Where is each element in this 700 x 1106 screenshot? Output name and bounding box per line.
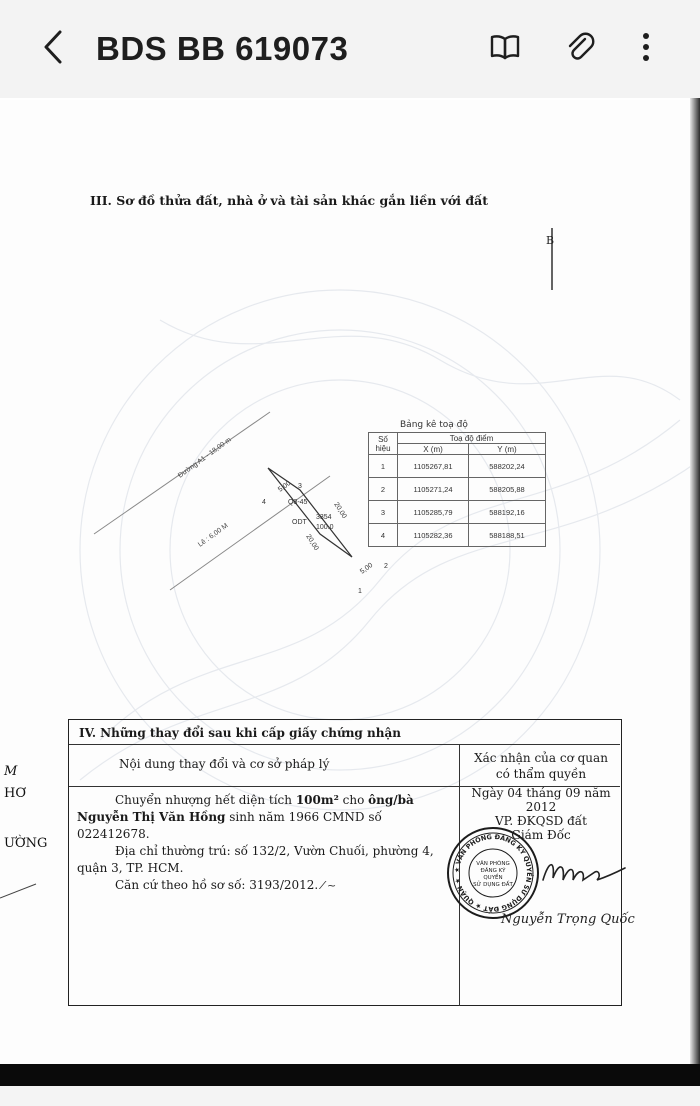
table-header-row — [369, 433, 546, 444]
director-signature — [539, 850, 629, 894]
margin-fragment-3: ƯỜNG — [4, 836, 48, 851]
section-4-table — [68, 719, 635, 1006]
attach-button[interactable] — [557, 26, 603, 72]
section-3-heading: III. Sơ đồ thửa đất, nhà ở và tài sản khác gắn liền với đất — [90, 193, 488, 208]
confirmation-date: Ngày 04 tháng 09 năm 2012 — [471, 786, 611, 814]
change-line-1 — [77, 792, 457, 843]
margin-fragment-2: HƠ — [4, 786, 26, 801]
column-header-changes: Nội dung thay đổi và cơ sở pháp lý — [119, 757, 330, 771]
table-row — [369, 501, 546, 524]
dim-side-b-label: 20,00 — [304, 533, 320, 552]
page-bottom-edge — [0, 1064, 700, 1086]
coordinate-table — [368, 432, 546, 547]
transfer-text-mid: cho — [338, 793, 369, 807]
more-options-button[interactable] — [623, 26, 669, 72]
north-label: B — [546, 234, 555, 247]
owner-details: sinh năm 1966 CMND số 022412678. — [77, 810, 382, 841]
reader-mode-button[interactable] — [482, 26, 528, 72]
lane-edge-line — [170, 476, 330, 590]
next-page-area — [0, 1086, 700, 1106]
document-title: BDS BB 619073 — [96, 30, 349, 67]
back-button[interactable] — [30, 26, 76, 72]
table-row — [369, 478, 546, 501]
divider — [69, 744, 620, 745]
header-x: X (m) — [398, 444, 469, 455]
road-label: Đường A1 - 18,00 m — [177, 436, 233, 480]
section-4-heading: IV. Những thay đổi sau khi cấp giấy chứng nhận — [79, 726, 401, 740]
row-x: 1105271,24 — [398, 478, 469, 501]
new-owner-name: ông/bà Nguyễn Thị Văn Hồng — [77, 793, 414, 824]
row-no: 1 — [369, 455, 398, 478]
row-no: 2 — [369, 478, 398, 501]
header-y: Y (m) — [469, 444, 546, 455]
more-vertical-icon — [642, 32, 650, 66]
parcel-number-label: 3354 — [316, 514, 332, 521]
change-content — [77, 792, 457, 894]
chevron-left-icon — [42, 29, 64, 69]
header-group: Toạ độ điểm — [398, 433, 546, 444]
margin-fragment-1: M — [4, 764, 18, 779]
row-x: 1105267,81 — [398, 455, 469, 478]
corner-label-3: 3 — [298, 483, 302, 490]
confirmation-role: Giám Đốc — [511, 828, 571, 842]
official-stamp — [445, 825, 541, 921]
confirmation-office: VP. ĐKQSD đất — [495, 814, 587, 828]
parcel-area-label: 100.0 — [316, 524, 334, 531]
owner-address: Địa chỉ thường trú: số 132/2, Vườn Chuối, phường 4, quận 3, TP. HCM. — [77, 844, 434, 875]
page-edge-shadow — [690, 98, 700, 1064]
signer-name: Nguyễn Trọng Quốc — [501, 912, 635, 927]
corner-label-2: 2 — [384, 563, 388, 570]
table-row — [369, 455, 546, 478]
dim-top-label: 5,00 — [277, 479, 293, 494]
change-line-3 — [77, 877, 457, 894]
svg-text:VĂN PHÒNG: VĂN PHÒNG — [476, 861, 510, 867]
parcel-code-label: Q3-45 — [288, 499, 308, 506]
land-type-label: ODT — [292, 519, 307, 526]
header-no: Số hiệu — [369, 433, 398, 455]
initials-mark: ⁄ ~ — [318, 879, 337, 892]
row-x: 1105285,79 — [398, 501, 469, 524]
lane-label: Lê : 6,00 M — [197, 522, 230, 549]
row-y: 588192,16 — [469, 501, 546, 524]
column-header-confirmation — [461, 750, 621, 782]
row-y: 588205,88 — [469, 478, 546, 501]
confirm-header-line-2: có thẩm quyền — [495, 767, 587, 781]
confirm-header-line-1: Xác nhận của cơ quan — [474, 751, 608, 765]
svg-text:QUYỀN: QUYỀN — [483, 875, 503, 881]
change-line-2 — [77, 843, 457, 877]
coordinate-table-title: Bảng kê toạ độ — [400, 420, 468, 430]
dim-side-a-label: 20,00 — [332, 501, 348, 520]
transfer-area: 100m² — [295, 793, 339, 807]
paperclip-icon — [565, 31, 595, 67]
row-x: 1105282,36 — [398, 524, 469, 547]
svg-text:SỬ DỤNG ĐẤT: SỬ DỤNG ĐẤT — [473, 882, 513, 888]
row-no: 4 — [369, 524, 398, 547]
document-viewer[interactable] — [0, 98, 700, 1106]
svg-text:ĐĂNG KÝ: ĐĂNG KÝ — [480, 868, 506, 874]
scanned-page — [0, 100, 696, 1064]
open-book-icon — [490, 34, 520, 64]
table-row — [369, 524, 546, 547]
row-y: 588202,24 — [469, 455, 546, 478]
transfer-text: Chuyển nhượng hết diện tích — [115, 793, 296, 807]
corner-label-4: 4 — [262, 499, 266, 506]
corner-label-1: 1 — [358, 588, 362, 595]
row-no: 3 — [369, 501, 398, 524]
land-plot-diagram — [80, 300, 400, 620]
row-y: 588188,51 — [469, 524, 546, 547]
margin-stroke — [0, 870, 40, 900]
app-bar — [0, 0, 700, 98]
svg-text:★ VĂN PHÒNG ĐĂNG KÝ QUYỀN SỬ D: ★ VĂN PHÒNG ĐĂNG KÝ QUYỀN SỬ DỤNG ĐẤT ★ QUẬN ★ — [452, 832, 534, 914]
dossier-reference: Căn cứ theo hồ sơ số: 3193/2012. — [115, 878, 319, 892]
dim-bottom-label: 5,00 — [359, 561, 375, 576]
